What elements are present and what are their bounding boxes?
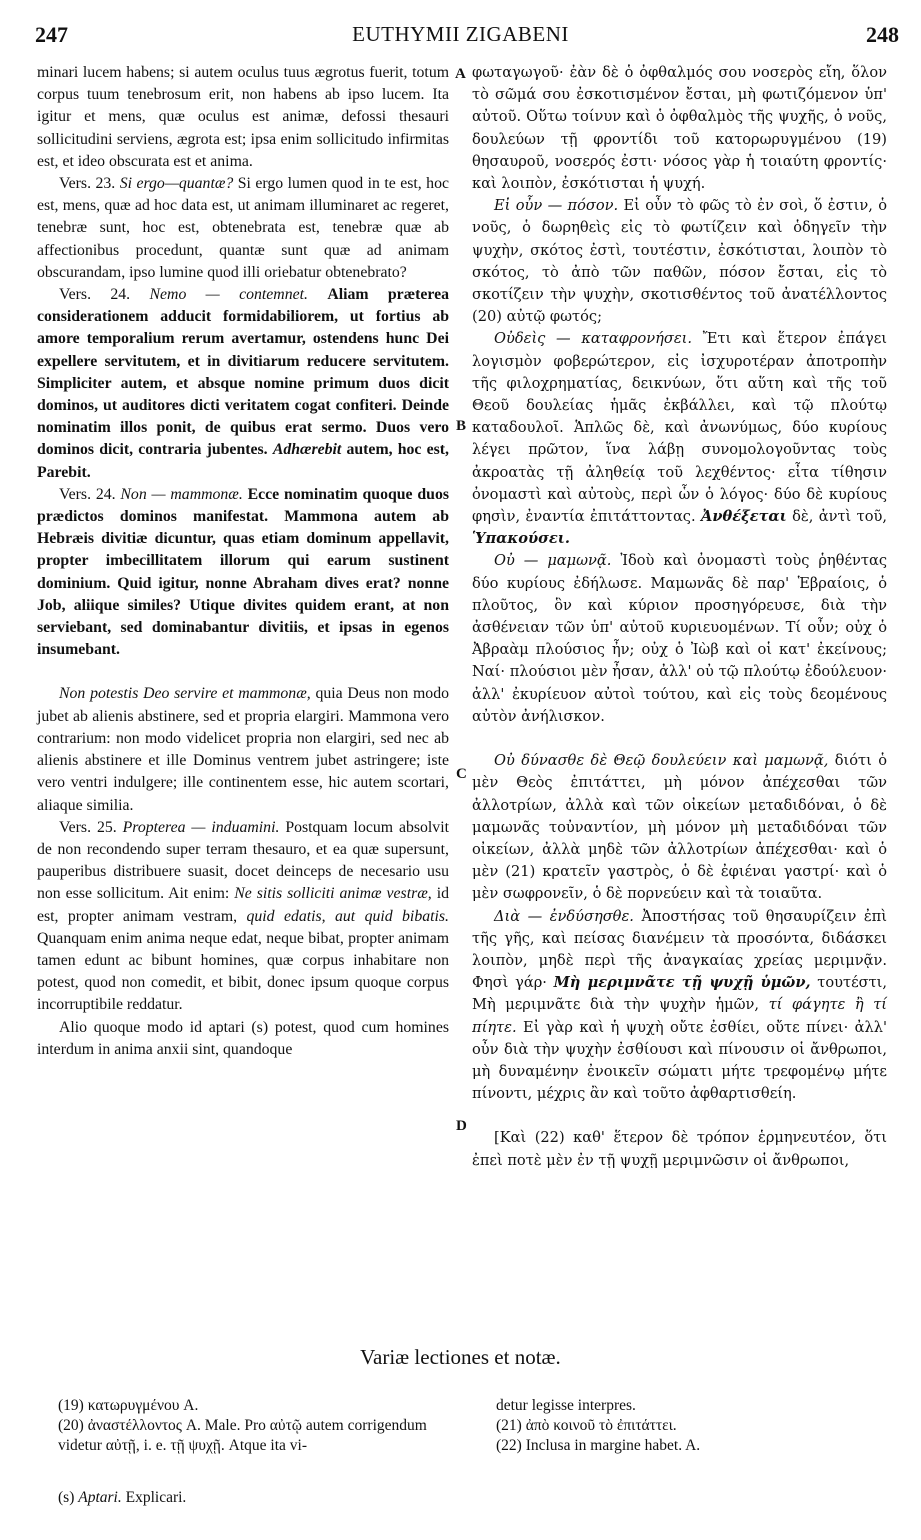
note-lemma: Aptari.: [78, 1489, 122, 1506]
page-number-left: 247: [35, 22, 68, 47]
verse-reference: Vers. 25.: [59, 818, 117, 836]
note-marker: (s): [58, 1489, 75, 1506]
latin-paragraph: [37, 173, 449, 284]
commentary-text: Aliam præterea considerationem adducit formidabiliorem, ut fortius ab amore temporalium rerum avertamur, ostendens hunc Dei expellere servitutem, et in divitiarum reducere servitutem. Simpliciter autem, et absque nomine primum duos dicit dominos, ut auditores dicti veritatem cogat confiteri. Deinde nominatim illos ponit, de quibus erat sermo. Duos vero dominos dicit, contraria jubentes.: [37, 286, 450, 459]
latin-paragraph: [37, 484, 449, 662]
greek-paragraph: [Καὶ (22) καθ' ἕτερον δὲ τρόπον ἑρμηνευτέον, ὅτι ἐπεὶ ποτὲ μὲν ἐν τῇ ψυχῇ μεριμνῶσιν οἱ ἄνθρωποι,: [472, 1129, 887, 1169]
margin-letter: D: [456, 1118, 467, 1134]
lemma: Non — mammonæ.: [120, 485, 243, 503]
greek-paragraph: [472, 328, 887, 550]
commentary-text: διότι ὁ μὲν Θεὸς ἐπιτάττει, μὴ μόνον ἀπέχεσθαι τῶν ἀλλοτρίων, ἀλλὰ καὶ τῶν οἰκείων μεταδιδόναι, ὁ δὲ μαμωνᾶς τοὐναντίον, μὴ μόνον μὴ μεταδιδόναι τῶν οἰκείων, ἀλλὰ μηδὲ τῶν ἀλλοτρίων ἀπέχεσθαι· καὶ ὁ μὲν (21) κρατεῖν γαστρὸς, ὁ δὲ ἐφιέναι γαστρί· καὶ ὁ μὲν σωφρονεῖν, ὁ δὲ πορνεύειν καὶ τὰ τοιαῦτα.: [472, 752, 888, 903]
commentary-text: Postquam locum absolvit de non recondendo super terram thesauro, et ea quæ supersunt, pauperibus distribuere suasit, docet deinceps de necesario usu non esse sollicitum. Ait enim:: [37, 818, 449, 903]
lemma: Adhærebit: [272, 441, 342, 459]
latin-paragraph: [37, 683, 449, 816]
notes-heading: Variæ lectiones et notæ.: [360, 1345, 561, 1369]
commentary-text: id est, propter animam vestram,: [37, 885, 449, 925]
commentary-text: Ἔτι καὶ ἕτερον ἐπάγει λογισμὸν φοβερώτερον, εἰς ἰσχυροτέραν ἀποτροπὴν τῆς φιλοχρηματίας, δεικνύων, ὅτι αὕτη καὶ τῆς τοῦ Θεοῦ δουλείας ἡμᾶς ἐκβάλλει, καὶ τῷ πλούτῳ καταδουλοῖ. Ἁπλῶς δὲ, καὶ ἀνωνύμως, δύο κυρίους λέγει πρῶτον, ἵνα λάβῃ συνομολογοῦντας τοὺς ἀκροατὰς τῇ ἀληθείᾳ τοῦ λεχθέντος· εἶτα τίθησιν ὀνομαστὶ καὶ αὐτοὺς, περὶ ὧν ὁ λόγος· δύο δὲ κυρίους φησὶν, ἐναντία ἐπιτάττοντας.: [472, 330, 887, 526]
lemma: Non potestis Deo servire et mammonæ,: [59, 685, 311, 703]
footnote: (20) ἀναστέλλοντος A. Male. Pro αὐτῷ autem corrigendum videtur αὐτῇ, i. e. τῇ ψυχῇ. Atque ita vi-: [58, 1417, 427, 1454]
commentary-text: Ecce nominatim quoque duos prædictos dominos manifestat. Mammona autem ab Hebræis divitiæ dicuntur, quas etiam dominum appellavit, propter imbecillitatem illorum qui earum sustinent dominium. Quid igitur, nonne Abraham dives erat? nonne Job, aliique similes? Utique divites quidem erant, at non serviebant, sed dominabantur divitiis, et ipsas in egenos insumebant.: [37, 485, 449, 659]
lemma: Ὑπακούσει.: [472, 530, 570, 548]
running-title: EUTHYMII ZIGABENI: [352, 22, 569, 46]
quotation: Ne sitis solliciti animæ vestræ,: [234, 885, 432, 903]
commentary-text: τουτέστι, Μὴ μεριμνᾶτε διὰ τὴν ψυχὴν ἡμῶν,: [472, 974, 888, 1014]
lemma: Si ergo—quantæ?: [119, 175, 234, 193]
verse-reference: Vers. 24.: [59, 485, 116, 503]
greek-paragraph: [472, 906, 887, 1106]
commentary-text: Quanquam enim anima neque edat, neque bibat, propter animam tamen edunt ac bibunt homines, quæ corpus inhabitare non potest, quod non comedit, et bibit, donec ipsum quoque corpus incorruptibile reddatur.: [37, 929, 449, 1014]
latin-paragraph: minari lucem habens; si autem oculus tuus ægrotus fuerit, totum corpus tuum tenebrosum erit, non habens ab ipso lucem. Ita igitur et mens, quæ oculus est animæ, defossi thesauri sollicitudini serviens, ægrota est; ipsa enim sollicitudo infirmitas est, et ideo obscurata est et anima.: [37, 64, 449, 170]
latin-note: [58, 1488, 458, 1508]
lemma: Εἰ οὖν — πόσον.: [494, 197, 619, 215]
notes-left-column: [58, 1396, 458, 1456]
quotation: quid edatis, aut quid bibatis.: [246, 907, 449, 925]
footnote: (22) Inclusa in margine habet. A.: [496, 1437, 701, 1454]
footnote-continuation: detur legisse interpres.: [496, 1397, 636, 1414]
margin-letter: A: [455, 66, 466, 82]
lemma: Διὰ — ἐνδύσησθε.: [494, 907, 634, 925]
commentary-text: Ἀποστήσας τοῦ θησαυρίζειν ἐπὶ τῆς γῆς, καὶ πείσας διανέμειν τὰ προσόντα, διδάσκει λοιπὸν, μηδὲ περὶ τῆς ἀναγκαίας χρείας μεριμνᾷν. Φησὶ γάρ·: [472, 907, 888, 992]
latin-paragraph: [37, 817, 449, 1017]
verse-reference: Vers. 23.: [59, 175, 116, 193]
greek-paragraph: φωταγωγοῦ· ἐὰν δὲ ὁ ὀφθαλμός σου νοσερὸς εἴη, ὅλον τὸ σῶμά σου ἐσκοτισμένον ἔσται, μὴ φωτιζόμενον ὑπ' αὐτοῦ. Οὕτω τοίνυν καὶ ὁ ὀφθαλμὸς τῆς ψυχῆς, ὁ νοῦς, δουλεύων τῇ φροντίδι τοῦ κατορωρυγμένου (19) θησαυροῦ, νοσερός ἐστι· νόσος γὰρ ἡ τοιαύτη φροντίς· καὶ λοιπὸν, ἐσκότισται ἡ ψυχή.: [472, 64, 887, 193]
lemma: Οὐδεὶς — καταφρονήσει.: [494, 330, 693, 348]
greek-paragraph: [472, 750, 887, 905]
commentary-text: Si ergo lumen quod in te est, hoc est, mens, quæ ad hoc data est, ut animam illuminaret ac regeret, tenebræ sunt, hoc est, obtenebrata est, tenebræ quæ ab affectionibus procedunt, quantæ sunt quæ ad animam obscurandam, ipso lumine quod illi oriebatur obtenebrato?: [37, 175, 449, 281]
margin-letter: B: [456, 418, 467, 434]
latin-paragraph: Alio quoque modo id aptari (s) potest, quod cum homines interdum in anima anxii sint, quandoque: [37, 1018, 449, 1058]
commentary-text: δὲ, ἀντὶ τοῦ,: [792, 508, 888, 526]
lemma: Οὐ δύνασθε δὲ Θεῷ δουλεύειν καὶ μαμωνᾷ,: [494, 752, 829, 770]
lemma: Οὐ — μαμωνᾷ.: [494, 552, 612, 570]
latin-column: [37, 62, 449, 1061]
lemma: Nemo — contemnet.: [149, 286, 308, 304]
commentary-text: autem, hoc est, Parebit.: [37, 441, 450, 481]
verse-reference: Vers. 24.: [59, 286, 131, 304]
margin-letter: C: [456, 766, 467, 782]
commentary-text: Εἰ γὰρ καὶ ἡ ψυχὴ οὔτε ἐσθίει, οὔτε πίνει· ἀλλ' οὖν διὰ τὴν ψυχὴν ἐσθίουσι καὶ πίνουσιν οἱ ἄνθρωποι, μὴ δυναμένην ἐνοικεῖν σώματι μήτε τρεφομένῳ μήτε πίνοντι, μέχρις ἂν καὶ τοῦτο ἀφθαρτισθείη.: [472, 1018, 888, 1103]
lemma: Propterea — induamini.: [122, 818, 280, 836]
commentary-text: quia Deus non modo jubet ab alienis abstinere, sed et propria elargiri. Mammona vero contrarium: non modo videlicet propria non elargiri, sed nec ab alienis abstinere et ille Dominus ventrem jubet astringere; iste vero ventri indulgere; ille continentem esse, hic autem scortari, aliaque similia.: [37, 685, 449, 814]
page-number-right: 248: [866, 22, 899, 47]
note-text: Explicari.: [125, 1489, 187, 1506]
quotation: τί φάγητε ἢ τί πίητε.: [472, 996, 887, 1036]
quotation: Μὴ μεριμνᾶτε τῇ ψυχῇ ὑμῶν,: [553, 974, 811, 992]
commentary-text: Εἰ οὖν τὸ φῶς τὸ ἐν σοὶ, ὅ ἐστιν, ὁ νοῦς, ὁ δωρηθεὶς εἰς τὸ φωτίζειν καὶ ὁδηγεῖν τὴν ψυχὴν, σκότος ἐστὶ, τουτέστιν, ἐσκότισται, λοιπὸν τὸ σκότος, τὸ ἀπὸ τῶν παθῶν, πόσον ἔσται, εἰς τὸ σκοτίζειν τὴν ψυχὴν, σκοτισθέντος τοῦ ἀνατέλλοντος (20) αὐτῷ φωτός;: [472, 197, 887, 326]
greek-column: [472, 62, 887, 1172]
footnote: (19) κατωρυγμένου A.: [58, 1397, 199, 1414]
footnote: (21) ἀπὸ κοινοῦ τὸ ἐπιτάττει.: [496, 1417, 677, 1434]
greek-paragraph: [472, 195, 887, 328]
notes-right-column: [496, 1396, 896, 1456]
latin-paragraph: [37, 284, 449, 484]
lemma: Ἀνθέξεται: [701, 508, 787, 526]
commentary-text: Ἰδοὺ καὶ ὀνομαστὶ τοὺς ῥηθέντας δύο κυρίους ἐδήλωσε. Μαμωνᾶς δὲ παρ' Ἑβραίοις, ὁ πλοῦτος, ὃν καὶ κύριον προσηγόρευσε, διὰ τὴν ἀσθένειαν τῶν ὑπ' αὐτοῦ κυριευομένων. Τί οὖν; οὐχ ὁ Ἀβραὰμ πλούσιος ἦν; οὐχ ὁ Ἰὼβ καὶ οἱ κατ' ἐκείνους; Ναί· πλούσιοι μὲν ἦσαν, ἀλλ' οὐ τῷ πλούτῳ ἐδούλευον· ἀλλ' ἐκυρίευον αὐτοὶ τούτου, καὶ εἰς τοὺς δεομένους αὐτὸν ἀνήλισκον.: [472, 552, 887, 725]
greek-paragraph: [472, 550, 887, 728]
